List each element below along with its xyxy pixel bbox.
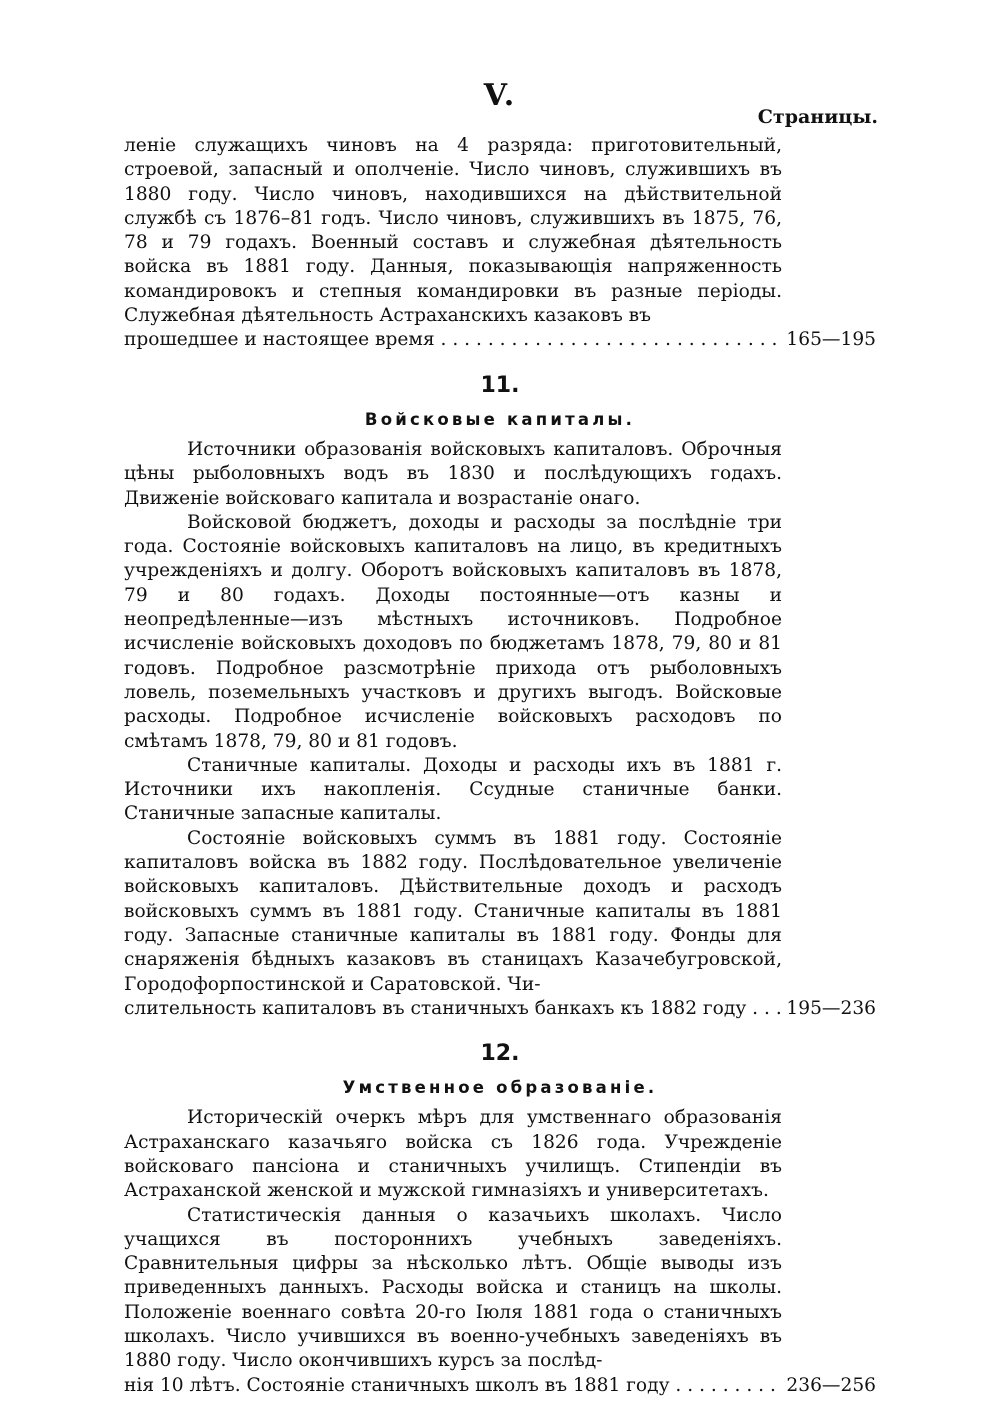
leader-text: нія 10 лѣтъ. Состояніе станичныхъ школъ въ 1881 году . . .: [124, 1374, 782, 1398]
paragraph: леніе служащихъ чиновъ на 4 разряда: приготовительный, строевой, запасный и ополченіе. Число чиновъ, служившихъ въ 1880 году. Число чиновъ, находившихся на дѣйствительной службѣ съ 1876–81 годъ. Число чиновъ, служившихъ въ 1875, 76, 78 и 79 годахъ. Военный составъ и служебная дѣятельность войска въ 1881 году. Данныя, показывающія напряженность командировокъ и степныя командировки въ разные періоды. Служебная дѣятельность Астраханскихъ казаковъ въ: [124, 135, 782, 327]
page-range: 165—195: [786, 329, 876, 351]
toc-leader-line: [124, 1374, 876, 1406]
page-range: 236—256: [786, 1374, 876, 1396]
paragraph: Историческій очеркъ мѣръ для умственнаго образованія Астраханскаго казачьяго войска съ 1826 года. Учрежденіе войсковаго пансіона и станичныхъ училищъ. Стипендіи въ Астраханской женской и мужской гимназіяхъ и университетахъ.: [124, 1107, 782, 1202]
paragraph: Статистическія данныя о казачьихъ школахъ. Число учащихся въ постороннихъ учебныхъ заведеніяхъ. Сравнительныя цифры за нѣсколько лѣтъ. Общіе выводы изъ приведенныхъ данныхъ. Расходы войска и станицъ на школы. Положеніе военнаго совѣта 20-го Іюля 1881 года о станичныхъ школахъ. Число учившихся въ военно-учебныхъ заведеніяхъ въ 1880 году. Число окончившихъ курсъ за послѣд-: [124, 1204, 782, 1372]
pages-column-label: Страницы.: [757, 106, 878, 128]
paragraph: Источники образованія войсковыхъ капиталовъ. Оброчныя цѣны рыболовныхъ водъ въ 1830 и послѣдующихъ годахъ. Движеніе войсковаго капитала и возрастаніе онаго.: [124, 438, 782, 509]
toc-leader-line: [124, 997, 876, 1029]
section-12: [124, 1042, 876, 1405]
paragraph: Станичные капиталы. Доходы и расходы ихъ въ 1881 г. Источники ихъ накопленія. Ссудные станичные банки. Станичные запасные капиталы.: [124, 754, 782, 825]
page-numeral: V.: [483, 78, 517, 113]
section-number: 11.: [480, 372, 520, 398]
page-range: 195—236: [786, 997, 876, 1019]
paragraph: Состояніе войсковыхъ суммъ въ 1881 году. Состояніе капиталовъ войска въ 1882 году. Послѣдовательное увеличеніе войсковыхъ капиталовъ. Дѣйствительные доходъ и расходъ войсковыхъ суммъ въ 1881 году. Станичные капиталы въ 1881 году. Запасные станичные капиталы въ 1881 году. Фонды для снаряженія бѣдныхъ казаковъ въ станицахъ Казачебугровской, Городофорпостинской и Саратовской. Чи-: [124, 827, 782, 995]
paragraph: Войсковой бюджетъ, доходы и расходы за послѣдніе три года. Состояніе войсковыхъ капиталовъ на лицо, въ кредитныхъ учрежденіяхъ и долгу. Оборотъ войсковыхъ капиталовъ въ 1878, 79 и 80 годахъ. Доходы постоянные—отъ казны и неопредѣленные—изъ мѣстныхъ источниковъ. Подробное исчисленіе войсковыхъ доходовъ по бюджетамъ 1878, 79, 80 и 81 годовъ. Подробное разсмотрѣніе прихода отъ рыболовныхъ ловель, поземельныхъ участковъ и другихъ выгодъ. Войсковые расходы. Подробное исчисленіе войсковыхъ расходовъ по смѣтамъ 1878, 79, 80 и 81 годовъ.: [124, 511, 782, 752]
section-title: Умственное образованіе.: [342, 1078, 658, 1098]
leader-text: прошедшее и настоящее время . . .: [124, 328, 782, 352]
table-of-contents: [124, 134, 876, 1405]
toc-leader-line: [124, 328, 876, 360]
section-title: Войсковые капиталы.: [364, 409, 636, 429]
section-number: 12.: [480, 1041, 520, 1067]
section-11: [124, 374, 876, 1028]
section-10-entry: [124, 134, 876, 360]
leader-text: слительность капиталовъ въ станичныхъ банкахъ къ 1882 году . . .: [124, 997, 782, 1021]
